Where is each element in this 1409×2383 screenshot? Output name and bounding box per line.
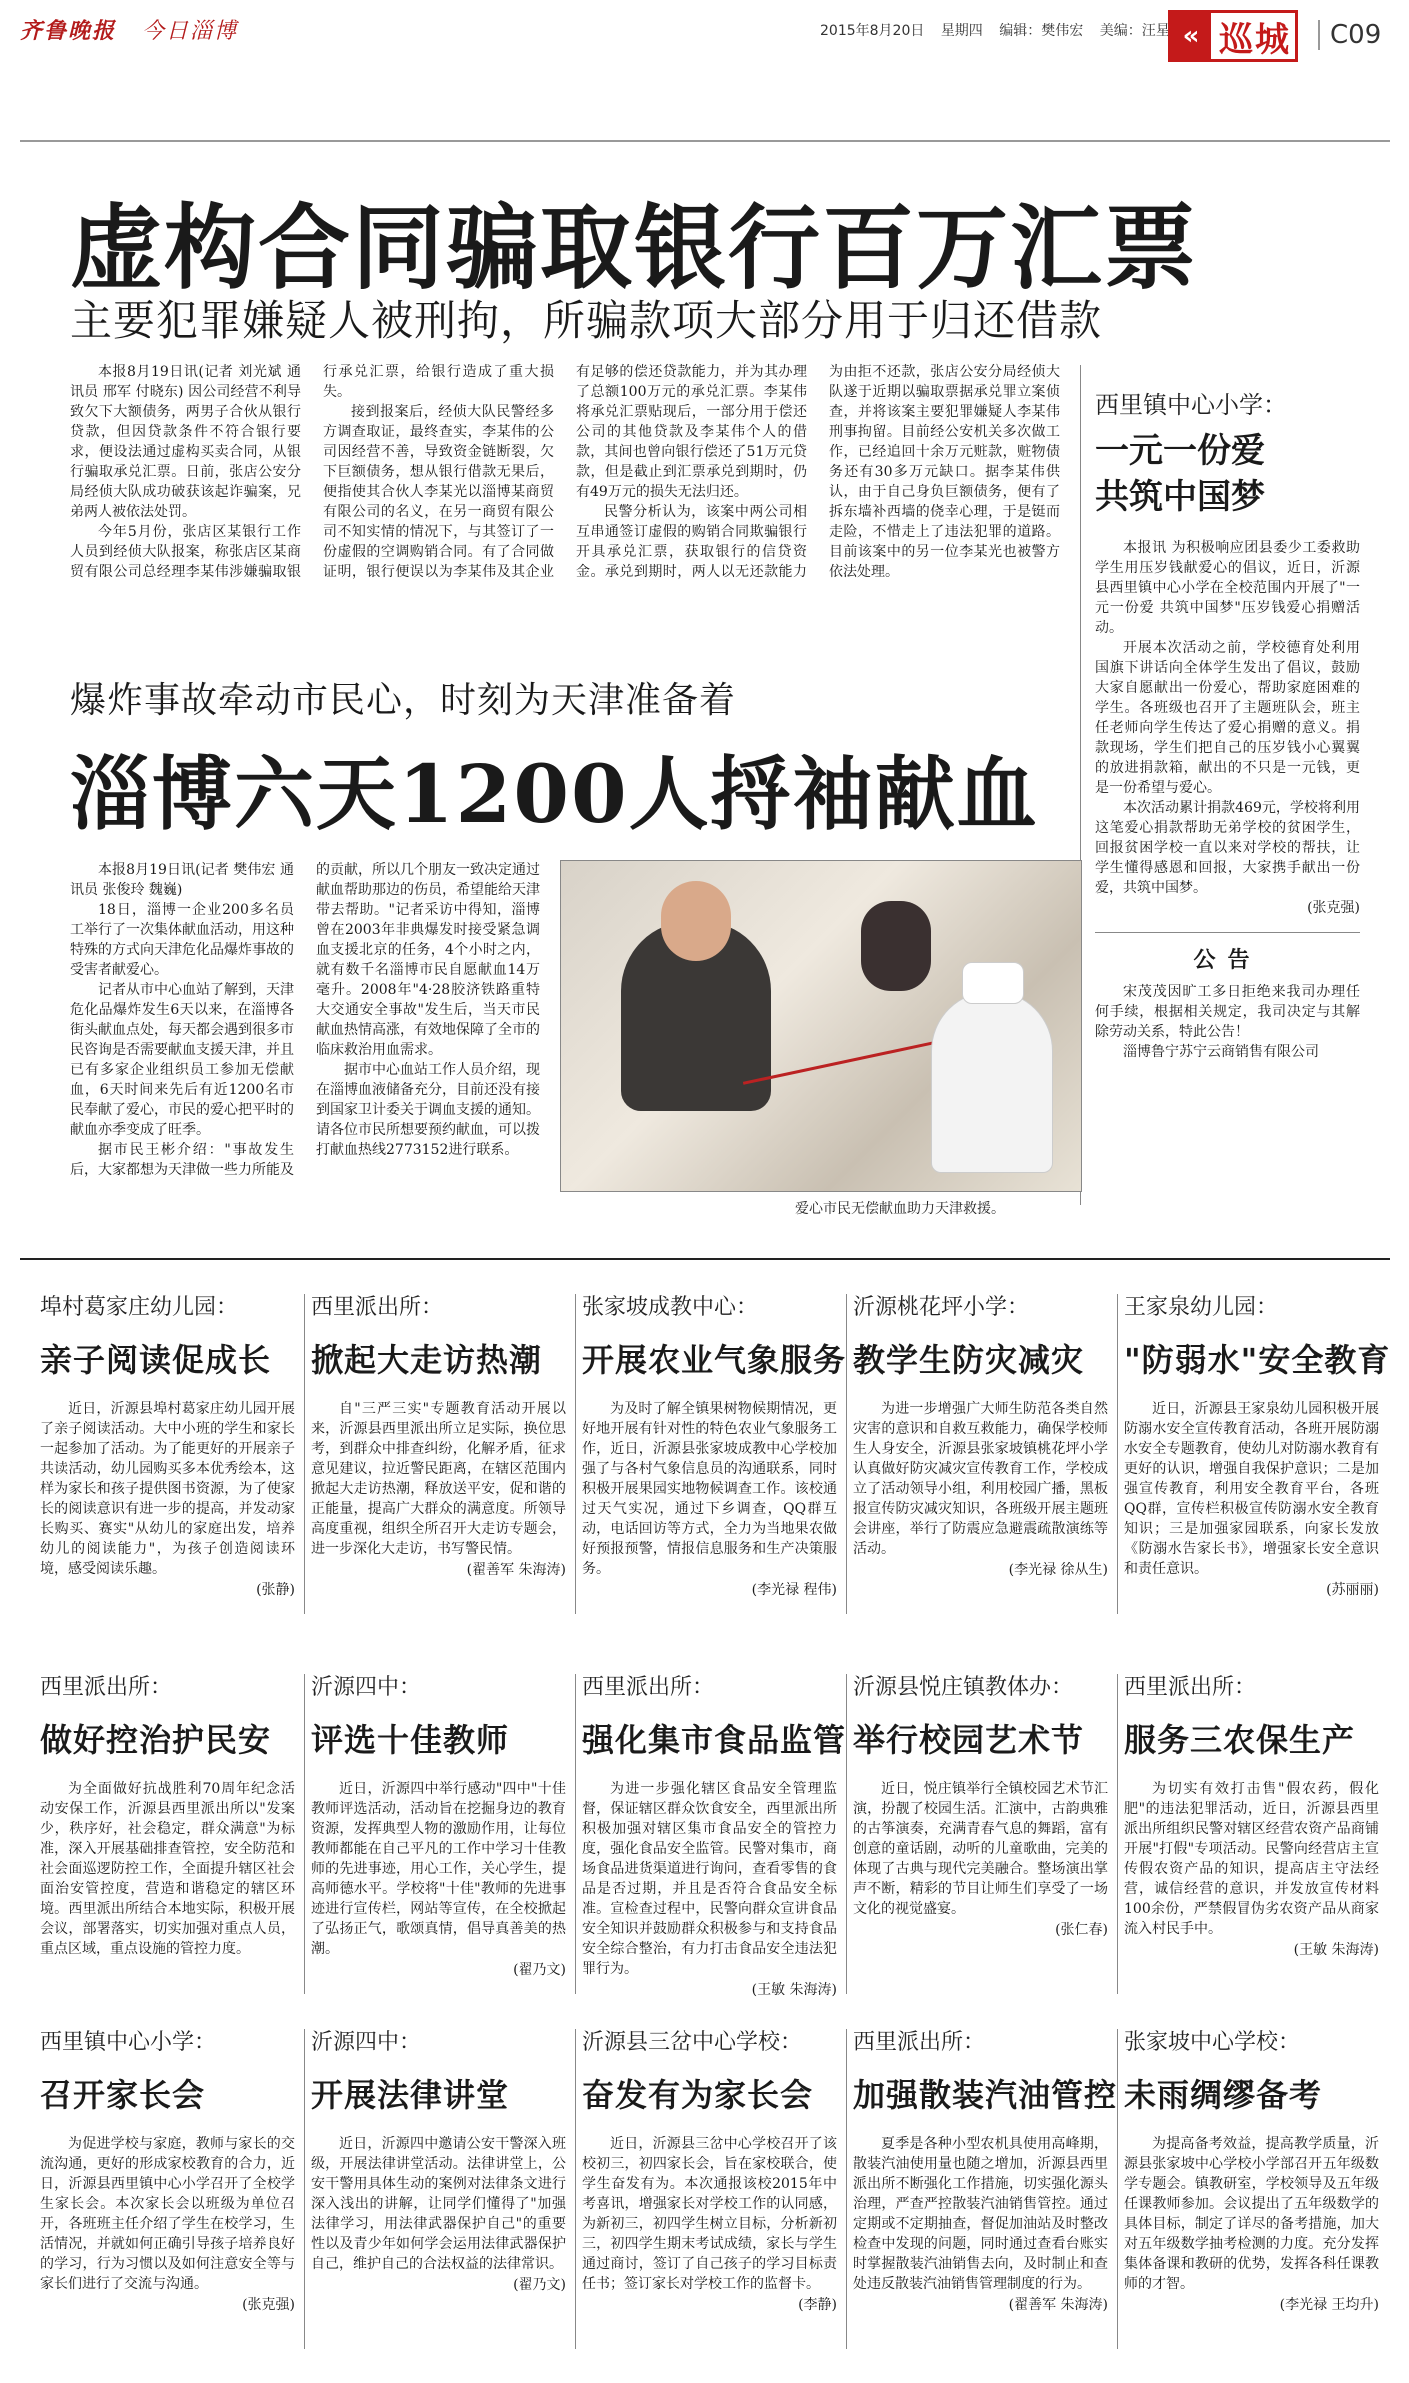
- brief-item: [40, 2025, 295, 2314]
- brief-kicker: 张家坡成教中心：: [582, 1295, 759, 1320]
- brief-kicker: 西里派出所：: [40, 1675, 173, 1700]
- brief-divider: [304, 1674, 305, 1994]
- brief-kicker: 张家坡中心学校：: [1124, 2030, 1301, 2055]
- brief-divider: [1117, 1674, 1118, 1994]
- brief-text: 近日，沂源四中邀请公安干警深入班级，开展法律讲堂活动。法律讲堂上，公安干警用具体生动的案例对法律条文进行深入浅出的讲解，让同学们懂得了"加强法律学习，用法律武器保护自己"的重要性以及青少年如何学会运用法律武器保护自己，维护自己的合法权益的法律常识。: [311, 2136, 566, 2272]
- brief-title: 开展农业气象服务: [582, 1341, 847, 1379]
- lead-subheadline: 主要犯罪嫌疑人被刑拘，所骗款项大部分用于归还借款: [70, 296, 1103, 345]
- brief-body: [311, 2134, 566, 2274]
- brief-text: 近日，沂源四中举行感动"四中"十佳教师评选活动，活动旨在挖掘身边的教育资源，发挥典型人物的激励作用，让每位教师都能在自己平凡的工作中学习十佳教师的先进事迹，用心工作，关心学生，提高师德水平。学校将"十佳"教师的先进事迹进行宣传栏，网站等宣传，在全校掀起了弘扬正气，歌颂真情，倡导真善美的热潮。: [311, 1781, 566, 1957]
- sidebar-body: [1095, 538, 1360, 918]
- brief-kicker: 西里派出所：: [1124, 1675, 1257, 1700]
- brief-body: [1124, 1779, 1379, 1939]
- lead-paragraph: 本报8月19日讯(记者 刘光斌 通讯员 邢军 付晓东) 因公司经营不利导致欠下大额债务，两男子合伙从银行贷款，但因贷款条件不符合银行要求，便设法通过虚构买卖合同，从银行骗取承兑汇票。日前，张店公安分局经侦大队成功破获该起诈骗案，兄弟两人被依法处罚。: [70, 364, 301, 520]
- brief-body: [1124, 1399, 1379, 1579]
- brief-divider: [304, 1294, 305, 1614]
- issue-info: [820, 20, 1182, 40]
- issue-weekday: 星期四: [940, 23, 983, 39]
- notice-divider: [1095, 932, 1360, 933]
- brief-title: 掀起大走访热潮: [311, 1341, 543, 1379]
- photo-figure: [861, 901, 931, 991]
- brief-text: 为提高备考效益，提高教学质量，沂源县张家坡中心学校小学部召开五年级数学专题会。镇教研室，学校领导及五年级任课教师参加。会议提出了五年级数学的具体目标，制定了详尽的备考措施，加大对五年级数学抽考检测的力度。充分发挥集体备课和教研的优势，发挥各科任课教师的才智。: [1124, 2136, 1379, 2292]
- brief-divider: [575, 1674, 576, 1994]
- second-paragraph: 据市中心血站工作人员介绍，现在淄博血液储备充分，目前还没有接到国家卫计委关于调血支援的通知。请各位市民所想要预约献血，可以拨打献血热线2773152进行联系。: [316, 1062, 540, 1158]
- brief-divider: [1117, 1294, 1118, 1614]
- brief-text: 为全面做好抗战胜利70周年纪念活动安保工作，沂源县西里派出所以"发案少，秩序好，社会稳定，群众满意"为标准，深入开展基础排查管控，安全防范和社会面巡逻防控工作，全面提升辖区社会面治安管控度，营造和谐稳定的辖区环境。西里派出所结合本地实际，积极开展会议，部署落实，切实加强对重点人员，重点区域，重点设施的管控力度。: [40, 1781, 295, 1957]
- brief-author: (翟乃文): [513, 1962, 566, 1978]
- brief-divider: [575, 1294, 576, 1614]
- second-paragraph: 18日，淄博一企业200多名员工举行了一次集体献血活动，用这种特殊的方式向天津危化品爆炸事故的受害者献爱心。: [70, 902, 294, 978]
- brief-divider: [846, 2029, 847, 2349]
- brief-text: 夏季是各种小型农机具使用高峰期，散装汽油使用量也随之增加，沂源县西里派出所不断强化工作措施，切实强化源头治理，严查严控散装汽油销售管控。通过定期或不定期抽查，督促加油站及时整改检查中发现的问题，同时通过查看台账实时掌握散装汽油销售去向，及时制止和查处违反散装汽油销售管理制度的行为。: [853, 2136, 1108, 2292]
- brief-body: [311, 1399, 566, 1559]
- sidebar-story: [1095, 385, 1360, 1062]
- brief-kicker: 王家泉幼儿园：: [1124, 1295, 1279, 1320]
- brief-item: [582, 1670, 847, 1999]
- brief-title: "防弱水"安全教育: [1124, 1341, 1391, 1379]
- brief-item: [311, 2025, 566, 2294]
- newspaper-logo: 齐鲁晚报: [20, 18, 117, 44]
- brief-author: (李光禄 王均升): [1279, 2297, 1379, 2313]
- brief-text: 近日，沂源县王家泉幼儿园积极开展防溺水安全宣传教育活动，各班开展防溺水安全专题教育，使幼儿对防溺水教育有更好的认识，增强自我保护意识；二是加强宣传教育，利用安全教育平台，各班QQ群，宣传栏积极宣传防溺水安全教育知识；三是加强家园联系，向家长发放《防溺水告家长书》，增强家长安全意识和责任意识。: [1124, 1401, 1379, 1577]
- brief-kicker: 西里派出所：: [311, 1295, 444, 1320]
- second-paragraph: 记者从市中心血站了解到，天津危化品爆炸发生6天以来，在淄博各街头献血点处，每天都会遇到很多市民咨询是否需要献血支援天津，并且已有多家企业组织员工参加无偿献血，6天时间来先后有近1200名市民奉献了爱心，市民的爱心把平时的献血亦季变成了旺季。: [70, 982, 294, 1138]
- brief-kicker: 西里派出所：: [582, 1675, 715, 1700]
- designer-credit: 美编：汪星: [1099, 23, 1170, 39]
- double-chevron-left-icon: «: [1171, 13, 1211, 59]
- brief-author: (张仁春): [1055, 1922, 1108, 1938]
- notice-body: [1095, 982, 1360, 1062]
- brief-title: 未雨绸缪备考: [1124, 2076, 1323, 2114]
- issue-date: 2015年8月20日: [820, 23, 925, 39]
- editor-credit: 编辑：樊伟宏: [999, 23, 1084, 39]
- brief-text: 近日，沂源县埠村葛家庄幼儿园开展了亲子阅读活动。大中小班的学生和家长一起参加了活动。为了能更好的开展亲子共读活动，幼儿园购买多本优秀绘本，这样为家长和孩子提供图书资源，为了使家长的阅读意识有进一步的提高，并发动家长购买、赛实"从幼儿的家庭出发，培养幼儿的阅读能力"，为孩子创造阅读环境，感受阅读乐趣。: [40, 1401, 295, 1577]
- header-rule: [20, 140, 1390, 142]
- sidebar-paragraph: 本报讯 为积极响应团县委少工委救助学生用压岁钱献爱心的倡议，近日，沂源县西里镇中心小学在全校范围内开展了"一元一份爱 共筑中国梦"压岁钱爱心捐赠活动。: [1095, 540, 1360, 636]
- brief-text: 近日，沂源县三岔中心学校召开了该校初三，初四家长会，旨在家校联合，使学生奋发有为。本次通报该校2015年中考喜讯，增强家长对学校工作的认同感，为新初三，初四学生树立目标，分析新初三，初四学生期末考试成绩，家长与学生通过商讨，签订了自己孩子的学习目标责任书；签订家长对学校工作的监督卡。: [582, 2136, 837, 2292]
- brief-item: [311, 1290, 566, 1579]
- blood-donation-photo: [560, 860, 1082, 1192]
- brief-author: (张静): [256, 1582, 295, 1598]
- brief-title: 奋发有为家长会: [582, 2076, 814, 2114]
- brief-author: (翟善军 朱海涛): [466, 1562, 566, 1578]
- brief-item: [1124, 1670, 1379, 1959]
- page-number: C09: [1318, 20, 1381, 50]
- sidebar-title: 一元一份爱: [1095, 431, 1265, 471]
- second-paragraph: 据市民王彬介绍："事故发生后，大家都想为天津做一些力所能及的贡献，所以几个朋友一致决定通过献血帮助那边的伤员，希望能给天津带去帮助。"记者采访中得知，淄博曾在2003年非典爆发时接受紧急调血支援北京的任务，4个小时之内，就有数千名淄博市民自愿献血14万毫升。2008年"4·28胶济铁路重特大交通安全事故"发生后，当天市民献血热情高涨，有效地保障了全市的临床救治用血需求。: [70, 862, 540, 1178]
- brief-title: 亲子阅读促成长: [40, 1341, 272, 1379]
- second-kicker: 爆炸事故牵动市民心，时刻为天津准备着: [70, 680, 737, 721]
- brief-body: [40, 1399, 295, 1579]
- lead-paragraph: 今年5月份，张店区某银行工作人员到经侦大队报案，称张店区某商贸有限公司总经理李某伟涉嫌骗取银行承兑汇票，给银行造成了重大损失。: [70, 364, 554, 580]
- brief-item: [40, 1670, 295, 1959]
- brief-kicker: 西里镇中心小学：: [40, 2030, 217, 2055]
- brief-divider: [846, 1674, 847, 1994]
- edition-name: 今日淄博: [142, 19, 239, 44]
- notice-title: 公告: [1193, 947, 1262, 973]
- brief-item: [311, 1670, 566, 1979]
- brief-author: (王敏 朱海涛): [751, 1982, 837, 1998]
- brief-author: (张克强): [242, 2297, 295, 2313]
- brief-title: 教学生防灾减灾: [853, 1341, 1085, 1379]
- second-headline: 淄博六天1200人捋袖献血: [70, 747, 1039, 841]
- lead-paragraph: 民警分析认为，该案中两公司相互串通签订虚假的购销合同欺骗银行开具承兑汇票，获取银行的信贷资金。承兑到期时，两人以无还款能力为由拒不还款，张店公安分局经侦大队遂于近期以骗取票据承兑罪立案侦查，并将该案主要犯罪嫌疑人李某伟刑事拘留。目前经公安机关多次做工作，已经追回十余万元赃款，赃物债务还有30多万元缺口。据李某伟供认，由于自己身负巨额债务，便有了拆东墙补西墙的侥幸心理，于是铤而走险，不惜走上了违法犯罪的道路。目前该案中的另一位李某光也被警方依法处理。: [576, 364, 1060, 580]
- section-rule: [20, 1258, 1390, 1260]
- section-badge: [1168, 10, 1298, 62]
- brief-author: (翟善军 朱海涛): [1008, 2297, 1108, 2313]
- brief-text: 为进一步强化辖区食品安全管理监督，保证辖区群众饮食安全，西里派出所积极加强对辖区集市食品安全的管控力度，强化食品安全监管。民警对集市，商场食品进货渠道进行询问，查看零售的食品是否过期，并且是否符合食品安全标准。宣检查过程中，民警向群众宣讲食品安全知识并鼓励群众积极参与和支持食品安全综合整治，有力打击食品安全违法犯罪行为。: [582, 1781, 837, 1977]
- brief-item: [40, 1290, 295, 1599]
- brief-kicker: 沂源四中：: [311, 2030, 422, 2055]
- second-body: [70, 860, 540, 1200]
- brief-body: [582, 1779, 837, 1979]
- brief-divider: [846, 1294, 847, 1614]
- brief-title: 开展法律讲堂: [311, 2076, 510, 2114]
- brief-text: 近日，悦庄镇举行全镇校园艺术节汇演，扮靓了校园生活。汇演中，古韵典雅的古筝演奏，充满青春气息的舞蹈，富有创意的童话剧，动听的儿童歌曲，完美的体现了古典与现代完美融合。整场演出掌声不断，精彩的节目让师生们享受了一场文化的视觉盛宴。: [853, 1781, 1108, 1917]
- lead-paragraph: 接到报案后，经侦大队民警经多方调查取证，最终查实，李某伟的公司因经营不善，导致资金链断裂，欠下巨额债务，想从银行借款无果后，便指使其合伙人李某光以淄博某商贸有限公司的名义，在另一商贸有限公司不知实情的情况下，与其签订了一份虚假的空调购销合同。有了合同做证明，银行便误以为李某伟及其企业有足够的偿还贷款能力，并为其办理了总额100万元的承兑汇票。李某伟将承兑汇票贴现后，一部分用于偿还公司的其他贷款及李某伟个人的借款，其间也曾向银行偿还了51万元贷款，但是截止到汇票承兑到期时，仍有49万元的损失无法归还。: [323, 364, 807, 580]
- photo-detail: [743, 1040, 939, 1085]
- brief-kicker: 埠村葛家庄幼儿园：: [40, 1295, 239, 1320]
- briefs-grid: [40, 1290, 1391, 2360]
- masthead: [0, 0, 1409, 140]
- brief-text: 为切实有效打击售"假农药，假化肥"的违法犯罪活动，近日，沂源县西里派出所组织民警对辖区经营农资产品商铺开展"打假"专项活动。民警向经营店主宣传假农资产品的知识，提高店主守法经营，诚信经营的意识，并发放宣传材料100余份，严禁假冒伪劣农资产品从商家流入村民手中。: [1124, 1781, 1379, 1937]
- brief-divider: [304, 2029, 305, 2349]
- brief-text: 为及时了解全镇果树物候期情况，更好地开展有针对性的特色农业气象服务工作，近日，沂源县张家坡成教中心学校加强了与各村气象信息员的沟通联系，同时积极开展果园实地物候调查工作。该校通过天气实况，通过下乡调查，QQ群互动，电话回访等方式，全力为当地果农做好预报预警，情报信息服务和生产决策服务。: [582, 1401, 837, 1577]
- brief-title: 举行校园艺术节: [853, 1721, 1085, 1759]
- brief-body: [311, 1779, 566, 1959]
- brief-body: [40, 2134, 295, 2294]
- sidebar-paragraph: 本次活动累计捐款469元，学校将利用这笔爱心捐款帮助无弟学校的贫困学生，回报贫困学校一直以来对学校的帮扶，让学生懂得感恩和回报，大家携手献出一份爱，共筑中国梦。: [1095, 800, 1360, 896]
- brief-body: [582, 2134, 837, 2294]
- brief-body: [582, 1399, 837, 1579]
- brief-author: (王敏 朱海涛): [1293, 1942, 1379, 1958]
- brief-author: (李静): [798, 2297, 837, 2313]
- brief-divider: [575, 2029, 576, 2349]
- brief-author: (李光禄 徐从生): [1008, 1562, 1108, 1578]
- brief-text: 为促进学校与家庭，教师与家长的交流沟通，更好的形成家校教育的合力，近日，沂源县西里镇中心小学召开了全校学生家长会。本次家长会以班级为单位召开，各班班主任介绍了学生在校学习，生活情况，并就如何正确引导孩子培养良好的学习，行为习惯以及如何注意安全等与家长们进行了交流与沟通。: [40, 2136, 295, 2292]
- brief-kicker: 沂源县悦庄镇教体办：: [853, 1675, 1074, 1700]
- brief-body: [40, 1779, 295, 1959]
- brief-body: [1124, 2134, 1379, 2294]
- notice-signature: 淄博鲁宁苏宁云商销售有限公司: [1123, 1044, 1319, 1060]
- brief-item: [853, 1290, 1108, 1579]
- notice-text: 宋茂茂因旷工多日拒绝来我司办理任何手续，根据相关规定，我司决定与其解除劳动关系，特此公告！: [1095, 984, 1360, 1040]
- brief-author: (翟乃文): [513, 2277, 566, 2293]
- brief-item: [582, 1290, 847, 1599]
- photo-figure: [931, 991, 1053, 1173]
- lead-body: [70, 362, 1060, 652]
- sidebar-title: 共筑中国梦: [1095, 477, 1265, 517]
- brief-body: [853, 1399, 1108, 1559]
- sidebar-kicker: 西里镇中心小学：: [1095, 391, 1287, 419]
- brief-body: [853, 1779, 1108, 1919]
- brief-author: (苏丽丽): [1326, 1582, 1379, 1598]
- brief-text: 自"三严三实"专题教育活动开展以来，沂源县西里派出所立足实际，换位思考，到群众中排查纠纷，化解矛盾，征求意见建议，拉近警民距离，在辖区范围内掀起大走访热潮，释放送平安，促和谐的正能量，提高广大群众的满意度。所领导高度重视，组织全所召开大走访专题会，进一步深化大走访，书写警民情。: [311, 1401, 566, 1557]
- brief-kicker: 沂源桃花坪小学：: [853, 1295, 1030, 1320]
- brief-title: 评选十佳教师: [311, 1721, 510, 1759]
- brief-title: 强化集市食品监管: [582, 1721, 847, 1759]
- brief-item: [853, 1670, 1108, 1939]
- brief-kicker: 沂源四中：: [311, 1675, 422, 1700]
- brief-item: [853, 2025, 1118, 2314]
- section-name: 巡城: [1219, 19, 1291, 60]
- sidebar-author: (张克强): [1307, 900, 1360, 916]
- brief-title: 服务三农保生产: [1124, 1721, 1356, 1759]
- brief-title: 加强散装汽油管控: [853, 2076, 1118, 2114]
- brief-item: [582, 2025, 837, 2314]
- brief-title: 做好控治护民安: [40, 1721, 272, 1759]
- brief-body: [853, 2134, 1108, 2294]
- second-paragraph: 本报8月19日讯(记者 樊伟宏 通讯员 张俊玲 魏巍): [70, 862, 294, 898]
- brief-title: 召开家长会: [40, 2076, 206, 2114]
- photo-caption: 爱心市民无偿献血助力天津救援。: [795, 1201, 1005, 1217]
- brief-author: (李光禄 程伟): [751, 1582, 837, 1598]
- brief-kicker: 西里派出所：: [853, 2030, 986, 2055]
- sidebar-paragraph: 开展本次活动之前，学校德育处利用国旗下讲话向全体学生发出了倡议，鼓励大家自愿献出一份爱心，帮助家庭困难的学生。各班级也召开了主题班队会，班主任老师向学生传达了爱心捐赠的意义。捐款现场，学生们把自己的压岁钱小心翼翼的放进捐款箱，献出的不只是一元钱，更是一份希望与爱心。: [1095, 640, 1360, 796]
- brief-item: [1124, 2025, 1379, 2314]
- brief-item: [1124, 1290, 1391, 1599]
- brief-divider: [1117, 2029, 1118, 2349]
- brief-kicker: 沂源县三岔中心学校：: [582, 2030, 803, 2055]
- lead-headline: 虚构合同骗取银行百万汇票: [70, 194, 1199, 302]
- brief-text: 为进一步增强广大师生防范各类自然灾害的意识和自救互救能力，确保学校师生人身安全，沂源县张家坡镇桃花坪小学认真做好防灾减灾宣传教育工作，学校成立了活动领导小组，利用校园广播，黑板报宣传防灾减灾知识，各班级开展主题班会讲座，举行了防震应急避震疏散演练等活动。: [853, 1401, 1108, 1557]
